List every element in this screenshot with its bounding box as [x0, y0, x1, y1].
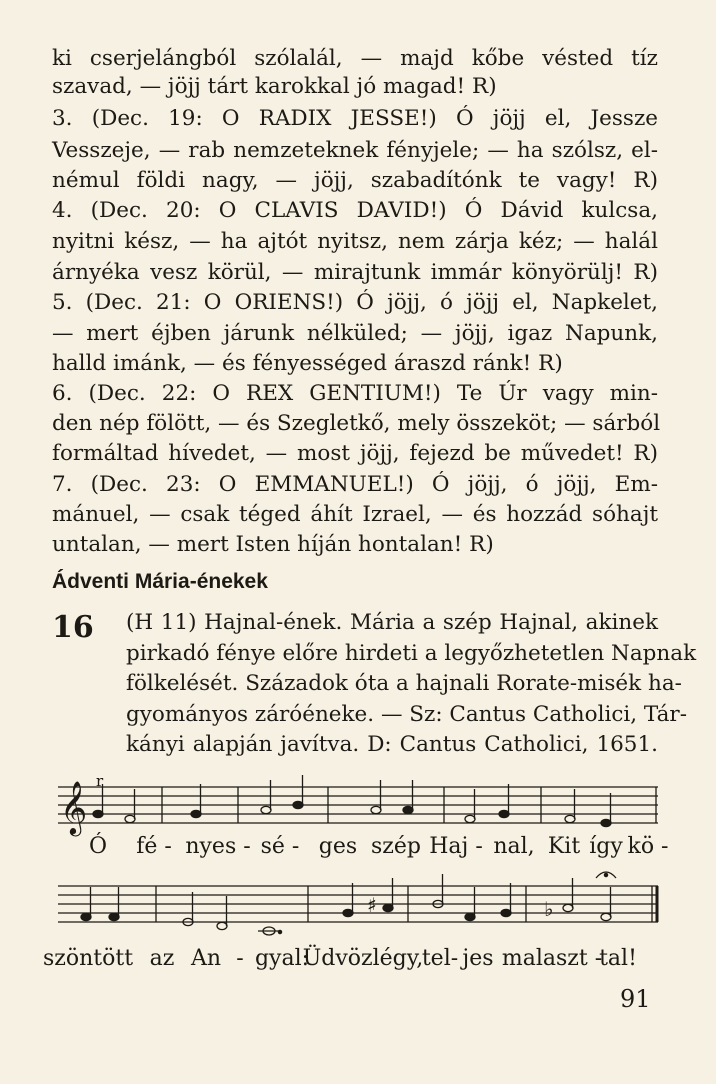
- text-line: — mert éjben járunk nélküled; — jöjj, igaz Napunk,: [52, 321, 658, 346]
- text-line: nyitni kész, — ha ajtót nyitsz, nem zárja kéz; — halál: [52, 229, 658, 254]
- lyric-syllable: az: [149, 946, 175, 971]
- lyrics-line-1: [58, 834, 669, 860]
- lyric-syllable: nal,: [493, 834, 535, 859]
- lyric-syllable: tal!: [599, 946, 637, 971]
- hymn-line: pirkadó fénye előre hirdeti a legyőzhetetlen Napnak: [126, 641, 697, 666]
- flat-icon: ♭: [544, 897, 554, 921]
- text-line: ki cserjelángból szólalál, — majd kőbe vésted tíz: [52, 46, 658, 71]
- lyric-syllable: sé -: [260, 834, 300, 859]
- sharp-icon: ♯: [367, 893, 377, 917]
- tempo-mark: r: [96, 772, 104, 790]
- hymn-line: (H 11) Hajnal-ének. Mária a szép Hajnal, akinek: [126, 610, 658, 635]
- text-line: szavad, — jöjj tárt karokkal jó magad! R): [52, 74, 497, 99]
- text-line: halld imánk, — és fényességed áraszd ránk! R): [52, 351, 563, 376]
- text-line: 6. (Dec. 22: O REX GENTIUM!) Te Úr vagy min-: [52, 381, 658, 406]
- lyric-syllable: Haj -: [429, 834, 483, 859]
- lyric-syllable: nyes -: [185, 834, 251, 859]
- text-line: den nép fölött, — és Szegletkő, mely összeköt; — sárból: [52, 411, 661, 436]
- page-number: 91: [620, 985, 651, 1013]
- treble-clef-icon: 𝄞: [60, 780, 88, 834]
- lyric-syllable: ges: [318, 834, 358, 859]
- music-staff-1: [58, 770, 664, 840]
- lyric-syllable: Kit: [547, 834, 581, 859]
- text-line: 3. (Dec. 19: O RADIX JESSE!) Ó jöjj el, Jessze: [52, 106, 658, 131]
- lyric-syllable: malaszt -: [501, 946, 603, 971]
- lyrics-line-2: [42, 946, 664, 972]
- lyric-syllable: tel-: [421, 946, 459, 971]
- lyric-syllable: szép: [371, 834, 421, 859]
- lyric-syllable: gyal:: [254, 946, 310, 971]
- text-line: némul földi nagy, — jöjj, szabadítónk te vagy! R): [52, 168, 658, 193]
- lyric-syllable: Üdvözlégy,: [302, 946, 424, 971]
- lyric-syllable: -: [236, 946, 244, 971]
- lyric-syllable: szöntött: [42, 946, 134, 971]
- lyric-syllable: Ó: [88, 834, 108, 859]
- lyric-syllable: így: [589, 834, 623, 859]
- lyric-syllable: kö -: [627, 834, 669, 859]
- text-line: Vesszeje, — rab nemzeteknek fényjele; — ha szólsz, el-: [52, 138, 658, 163]
- hymn-line: fölkelését. Századok óta a hajnali Rorate-misék ha-: [126, 671, 682, 696]
- text-line: 5. (Dec. 21: O ORIENS!) Ó jöjj, ó jöjj el, Napkelet,: [52, 290, 658, 315]
- lyric-syllable: fé -: [136, 834, 172, 859]
- text-line: árnyéka vesz körül, — mirajtunk immár könyörülj! R): [52, 260, 658, 285]
- hymn-number: 16: [52, 610, 94, 645]
- lyric-syllable: An: [190, 946, 222, 971]
- text-line: 4. (Dec. 20: O CLAVIS DAVID!) Ó Dávid kulcsa,: [52, 198, 658, 223]
- text-line: untalan, — mert Isten híján hontalan! R): [52, 532, 494, 557]
- lyric-syllable: jes: [462, 946, 494, 971]
- text-line: 7. (Dec. 23: O EMMANUEL!) Ó jöjj, ó jöjj, Em-: [52, 472, 658, 497]
- section-heading: Ádventi Mária-énekek: [52, 570, 268, 593]
- music-staff-2: [58, 862, 664, 944]
- text-line: formáltad hívedet, — most jöjj, fejezd be művedet! R): [52, 441, 658, 466]
- text-line: mánuel, — csak téged áhít Izrael, — és hozzád sóhajt: [52, 502, 658, 527]
- hymn-line: kányi alapján javítva. D: Cantus Catholici, 1651.: [126, 732, 658, 757]
- hymn-line: gyományos záróéneke. — Sz: Cantus Catholici, Tár-: [126, 702, 687, 727]
